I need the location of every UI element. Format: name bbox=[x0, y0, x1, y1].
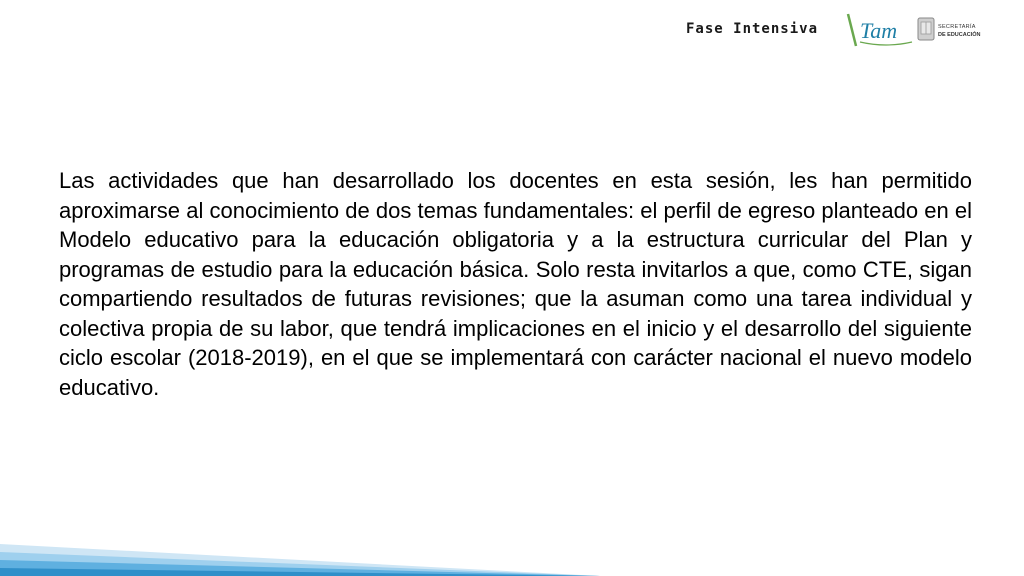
main-paragraph: Las actividades que han desarrollado los docentes en esta sesión, les han permitido aproximarse al conocimiento de dos temas fundamentales: el perfil de egreso planteado en el Modelo educativo para la educación obligatoria y a la estructura curricular del Plan y programas de estudio para la educación básica. Solo resta invitarlos a que, como CTE, sigan compartiendo resultados de futuras revisiones; que la asuman como una tarea individual y colectiva propia de su labor, que tendrá implicaciones en el inicio y el desarrollo del siguiente ciclo escolar (2018-2019), en el que se implementará con carácter nacional el nuevo modelo educativo. bbox=[59, 168, 972, 400]
header-title: Fase Intensiva bbox=[686, 21, 819, 37]
secretaria-label: SECRETARÍA bbox=[938, 24, 976, 30]
secretaria-educacion-logo bbox=[916, 12, 982, 48]
seal-icon bbox=[916, 16, 936, 46]
tamaulipas-logo-text: Tam bbox=[860, 18, 898, 43]
educacion-label: DE EDUCACIÓN bbox=[938, 32, 981, 38]
footer-decoration bbox=[0, 516, 600, 576]
tamaulipas-logo bbox=[846, 12, 916, 48]
